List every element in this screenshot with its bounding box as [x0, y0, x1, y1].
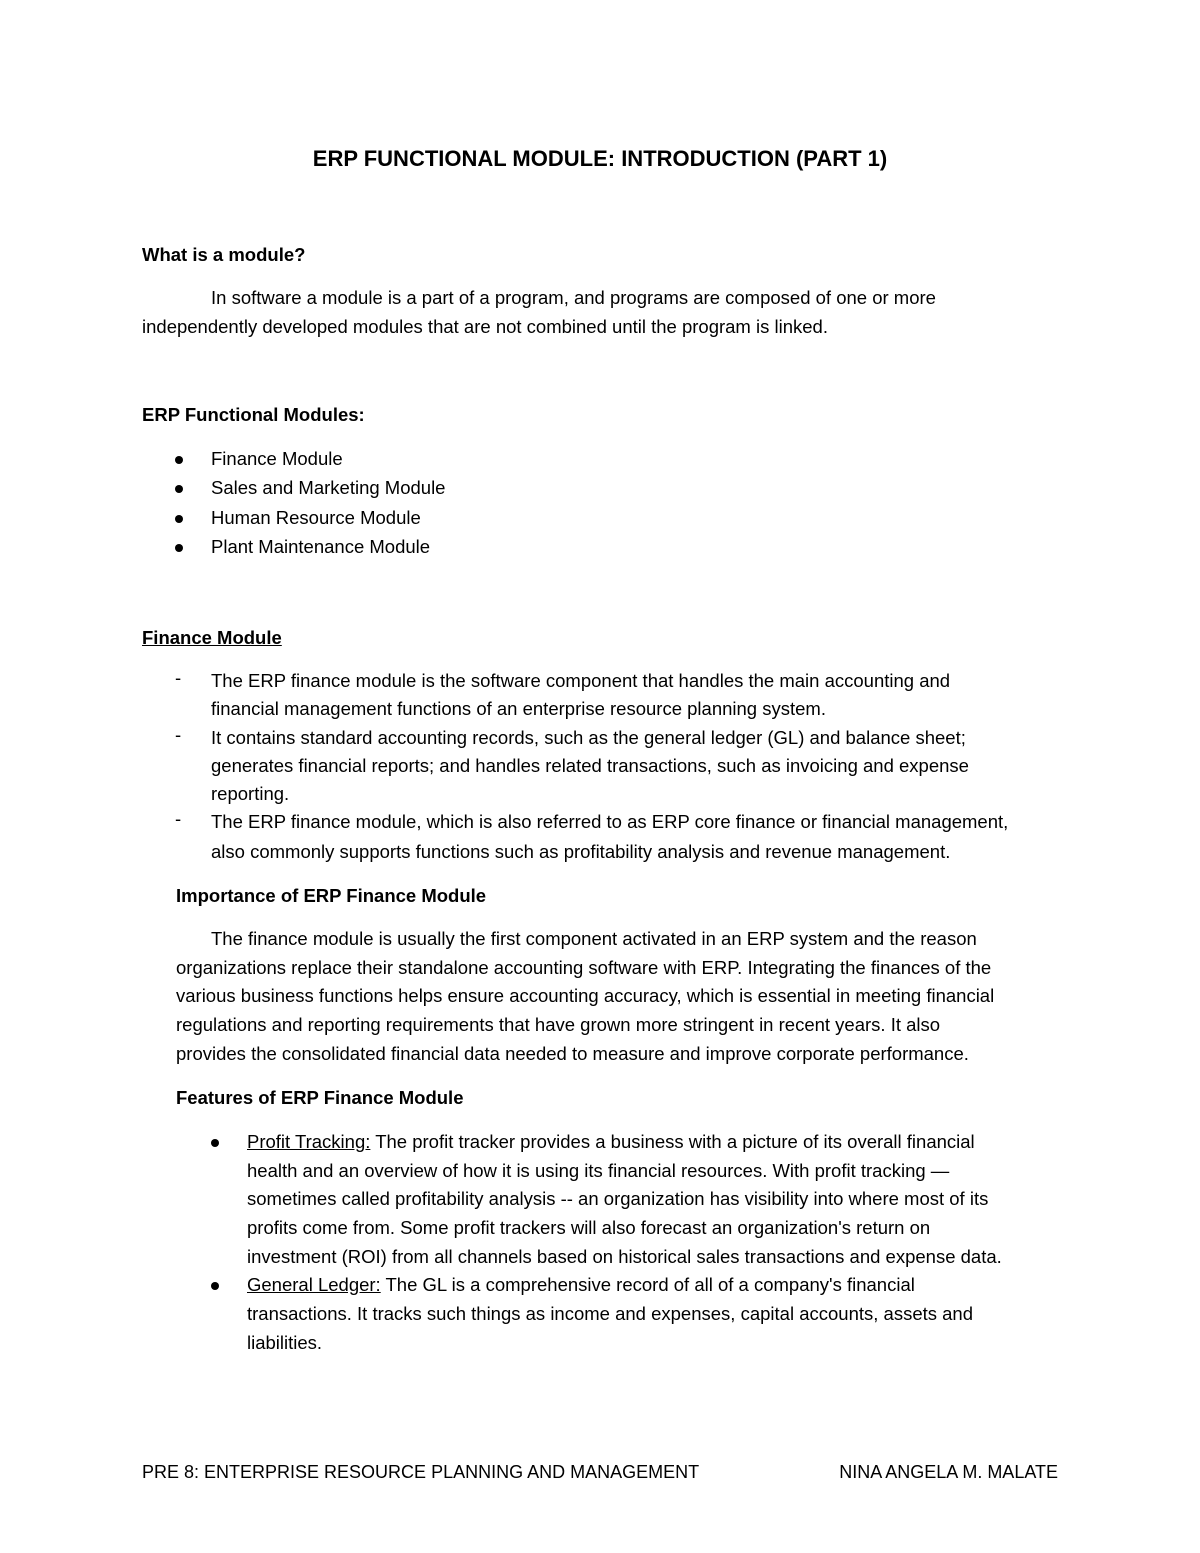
bullet-icon [175, 544, 183, 552]
feature-item-line: investment (ROI) from all channels based on historical sales transactions and expense data. [247, 1246, 1002, 1267]
bullet-icon [175, 456, 183, 464]
page-title: ERP FUNCTIONAL MODULE: INTRODUCTION (PART 1) [312, 146, 888, 171]
features-heading: Features of ERP Finance Module [176, 1087, 464, 1108]
dash-item-line: financial management functions of an enterprise resource planning system. [211, 698, 826, 719]
bullet-icon [211, 1139, 219, 1147]
footer-course: PRE 8: ENTERPRISE RESOURCE PLANNING AND MANAGEMENT [142, 1462, 700, 1482]
dash-marker: - [175, 724, 182, 745]
feature-label: Profit Tracking: [247, 1131, 371, 1152]
dash-item-line: The ERP finance module is the software component that handles the main accounting and [211, 670, 951, 691]
dash-item-line: The ERP finance module, which is also referred to as ERP core finance or financial management, [211, 811, 1009, 832]
dash-item-line: It contains standard accounting records, such as the general ledger (GL) and balance sheet; [211, 727, 966, 748]
paragraph-line: The finance module is usually the first component activated in an ERP system and the reason [211, 928, 977, 949]
bullet-icon [175, 485, 183, 493]
feature-item-line: transactions. It tracks such things as income and expenses, capital accounts, assets and [247, 1303, 973, 1324]
dash-item-line: reporting. [211, 783, 290, 804]
feature-text: The profit tracker provides a business with a picture of its overall financial [370, 1131, 975, 1152]
feature-text: The GL is a comprehensive record of all of a company's financial [380, 1274, 915, 1295]
paragraph-line: independently developed modules that are not combined until the program is linked. [142, 316, 828, 337]
feature-item-line: sometimes called profitability analysis -- an organization has visibility into where most of its [247, 1188, 989, 1209]
paragraph-line: In software a module is a part of a program, and programs are composed of one or more [211, 287, 936, 308]
list-item: Finance Module [211, 448, 343, 469]
what-is-module-heading: What is a module? [142, 244, 306, 265]
list-item: Human Resource Module [211, 507, 421, 528]
functional-modules-heading: ERP Functional Modules: [142, 404, 365, 425]
feature-item-line: profits come from. Some profit trackers will also forecast an organization's return on [247, 1217, 931, 1238]
dash-marker: - [175, 808, 182, 829]
dash-item-line: also commonly supports functions such as profitability analysis and revenue management. [211, 841, 951, 862]
list-item: Plant Maintenance Module [211, 536, 431, 557]
paragraph-line: provides the consolidated financial data needed to measure and improve corporate performance. [176, 1043, 969, 1064]
feature-item-first-line [247, 1271, 915, 1299]
paragraph-line: organizations replace their standalone accounting software with ERP. Integrating the finances of the [176, 957, 992, 978]
bullet-icon [211, 1282, 219, 1290]
paragraph-line: various business functions helps ensure accounting accuracy, which is essential in meeting financial [176, 985, 995, 1006]
paragraph-line: regulations and reporting requirements that have grown more stringent in recent years. It also [176, 1014, 941, 1035]
feature-item-line: liabilities. [247, 1332, 323, 1353]
feature-label: General Ledger: [247, 1274, 381, 1295]
feature-item-line: health and an overview of how it is using its financial resources. With profit tracking — [247, 1160, 950, 1181]
dash-item-line: generates financial reports; and handles related transactions, such as invoicing and expense [211, 755, 969, 776]
importance-heading: Importance of ERP Finance Module [176, 885, 487, 906]
finance-module-heading: Finance Module [142, 627, 282, 648]
feature-item-first-line [247, 1128, 975, 1156]
dash-marker: - [175, 667, 182, 688]
list-item: Sales and Marketing Module [211, 477, 446, 498]
bullet-icon [175, 515, 183, 523]
footer-author: NINA ANGELA M. MALATE [839, 1462, 1058, 1482]
